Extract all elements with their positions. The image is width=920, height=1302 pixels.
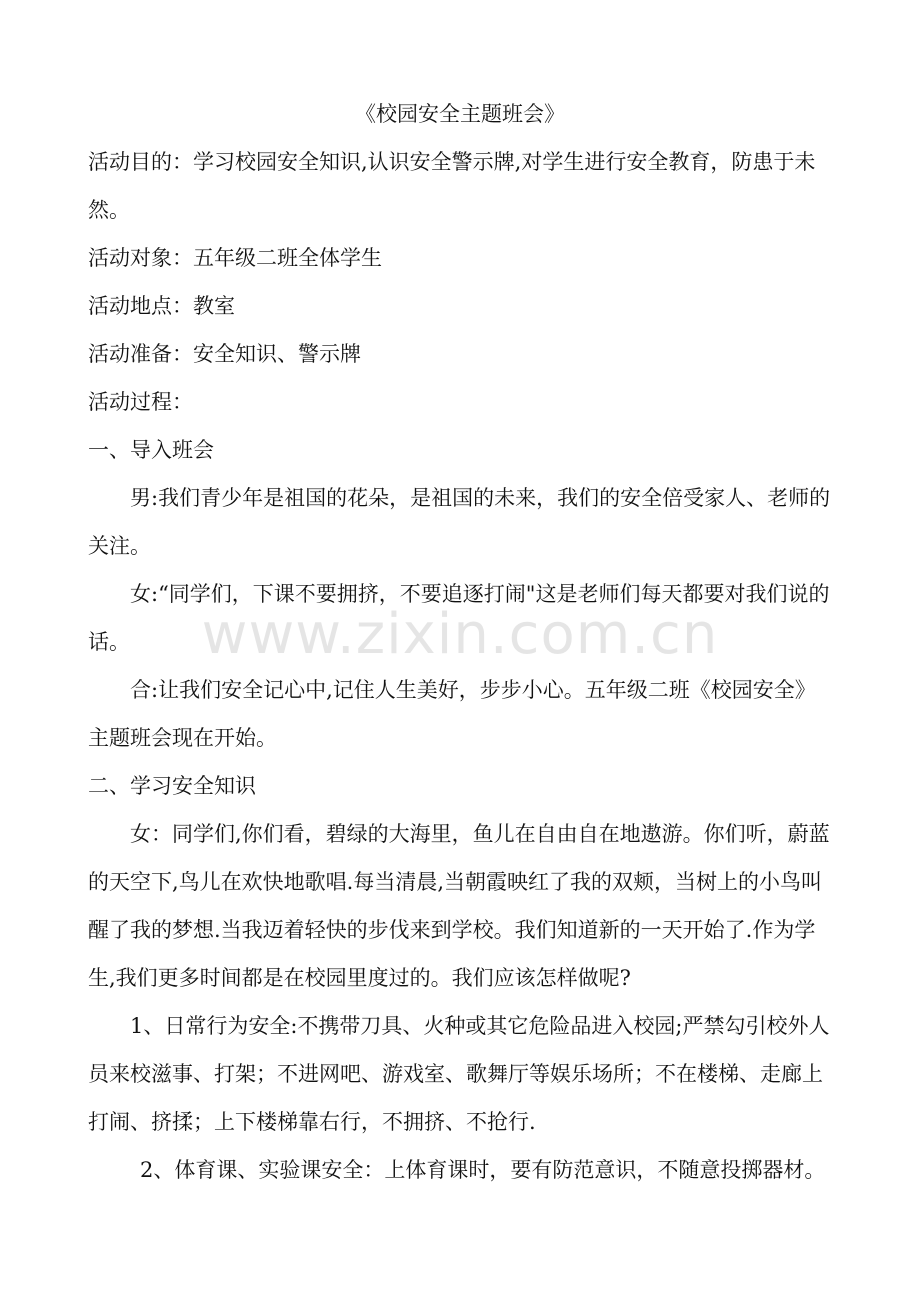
section-heading-safety-knowledge: 二、学习安全知识 [88,774,256,798]
paragraph-activity-purpose: 活动目的：学习校园安全知识,认识安全警示牌,对学生进行安全教育，防患于未然。 [88,150,816,222]
paragraph-activity-location: 活动地点：教室 [88,294,235,318]
document-title: 《校园安全主题班会》 [355,102,565,126]
section-heading-intro: 一、导入班会 [88,438,214,462]
paragraph-daily-safety: 1、日常行为安全:不携带刀具、火种或其它危险品进入校园;严禁勾引校外人员来校滋事、打架；不进网吧、游戏室、歌舞厅等娱乐场所；不在楼梯、走廊上打闹、挤揉；上下楼梯靠右行，不拥挤、不抢行. [88,1014,830,1134]
paragraph-pe-lab-safety: 2、体育课、实验课安全：上体育课时，要有防范意识，不随意投掷器材。 [140,1158,826,1182]
paragraph-male-speaker: 男:我们青少年是祖国的花朵，是祖国的未来，我们的安全倍受家人、老师的关注。 [88,486,831,558]
paragraph-activity-preparation: 活动准备：安全知识、警示牌 [88,342,361,366]
watermark: www.zixin.com.cn [201,602,719,667]
paragraph-together: 合:让我们安全记心中,记住人生美好，步步小心。五年级二班《校园安全》主题班会现在开始。 [88,678,816,750]
paragraph-female-speaker-2: 女：同学们,你们看，碧绿的大海里，鱼儿在自由自在地遨游。你们听，蔚蓝的天空下,鸟儿在欢快地歌唱.每当清晨,当朝霞映红了我的双颊，当树上的小鸟叫醒了我的梦想.当我迈着轻快的步伐来到学校。我们知道新的一天开始了.作为学生,我们更多时间都是在校园里度过的。我们应该怎样做呢? [88,822,830,990]
paragraph-activity-target: 活动对象：五年级二班全体学生 [88,246,382,270]
paragraph-female-speaker: 女:“同学们，下课不要拥挤，不要追逐打闹"这是老师们每天都要对我们说的话。 [88,582,830,654]
paragraph-activity-process: 活动过程： [88,390,193,414]
